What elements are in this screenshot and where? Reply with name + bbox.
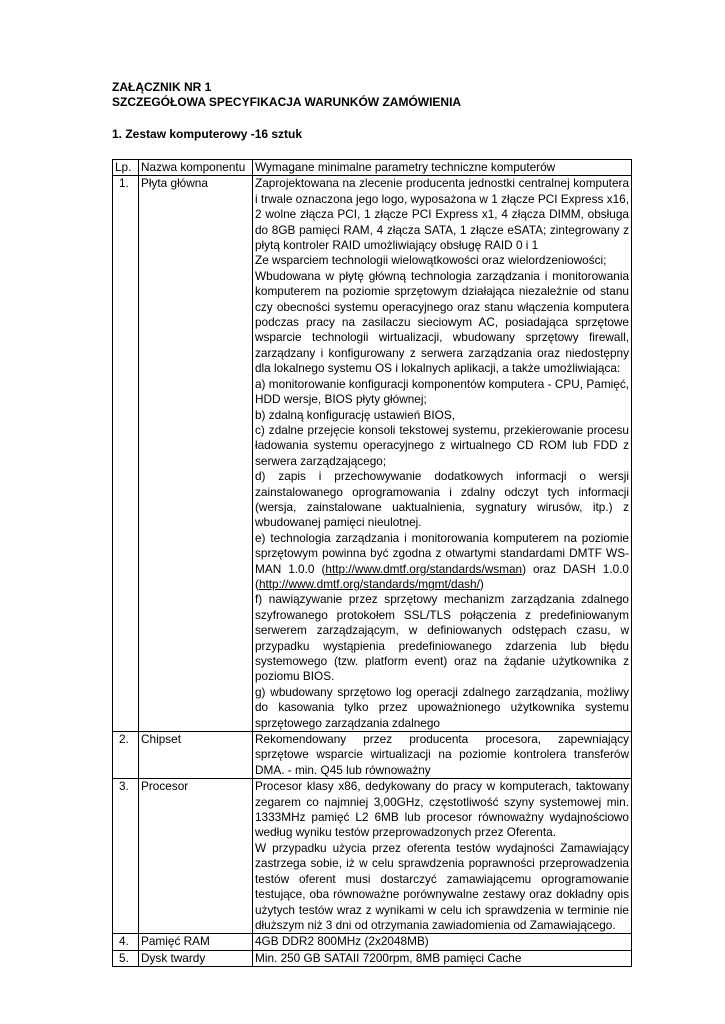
row-number: 3.: [113, 779, 139, 934]
requirement-paragraph: g) wbudowany sprzętowo log operacji zdalnego zarządzania, możliwy do kasowania tylko przez upoważnionego użytkownika systemu sprzętowego zarządzania zdalnego: [255, 684, 629, 730]
header-component-name: Nazwa komponentu: [139, 160, 253, 176]
wsman-link[interactable]: http://www.dmtf.org/standards/wsman: [325, 561, 523, 576]
section-title: 1. Zestaw komputerowy -16 sztuk: [112, 127, 303, 141]
requirement-paragraph: d) zapis i przechowywanie dodatkowych informacji o wersji zainstalowanego oprogramowania i zdalny odczyt tych informacji (wersja, zainstalowane uaktualnienia, sygnatury wirusów, itp.) z wbudowanej pamięci nieulotnej.: [255, 469, 629, 530]
component-name: Płyta główna: [139, 176, 253, 732]
requirement-paragraph-standards: [255, 531, 629, 593]
requirement-paragraph: f) nawiązywanie przez sprzętowy mechanizm zarządzania zdalnego szyfrowanego protokołem SSL/TLS połączenia z predefiniowanym serwerem zarządzającym, w definiowanych odstępach czasu, w przypadku wystąpienia predefiniowanego zdarzenia lub błędu systemowego (tzw. platform event) oraz na żądanie użytkownika z poziomu BIOS.: [255, 592, 629, 684]
requirement-paragraph: Wbudowana w płytę główną technologia zarządzania i monitorowania komputerem na poziomie sprzętowym działająca niezależnie od stanu czy obecności systemu operacyjnego oraz stanu włączenia komputera podczas pracy na zasilaczu sieciowym AC, posiadająca sprzętowe wsparcie technologii wirtualizacji, wbudowany sprzętowy firewall, zarządzany i konfigurowany z serwera zarządzania oraz niedostępny dla lokalnego systemu OS i lokalnych aplikacji, a także umożliwiająca:: [255, 268, 629, 376]
component-name: Pamięć RAM: [139, 934, 253, 950]
requirement-paragraph: a) monitorowanie konfiguracji komponentów komputera - CPU, Pamięć, HDD wersje, BIOS płyty głównej;: [255, 376, 629, 407]
row-number: 1.: [113, 176, 139, 732]
requirement-paragraph: c) zdalne przejęcie konsoli tekstowej systemu, przekierowanie procesu ładowania systemu operacyjnego z wirtualnego CD ROM lub FDD z serwera zarządzającego;: [255, 422, 629, 468]
requirements-cell: [253, 176, 632, 732]
standards-text-middle: ) oraz DASH 1.0.0 (: [255, 561, 629, 591]
requirement-paragraph: b) zdalną konfigurację ustawień BIOS,: [255, 407, 455, 422]
document-page: [112, 80, 632, 967]
table-row: [113, 779, 632, 934]
requirements-cell: [253, 934, 632, 950]
row-number: 2.: [113, 732, 139, 779]
dash-link[interactable]: http://www.dmtf.org/standards/mgmt/dash/: [258, 576, 480, 591]
standards-text-after: ): [479, 576, 484, 591]
header-requirements: Wymagane minimalne parametry techniczne komputerów: [253, 160, 632, 176]
component-name: Chipset: [139, 732, 253, 779]
header-lp: Lp.: [113, 160, 139, 176]
attachment-title: ZAŁĄCZNIK NR 1: [112, 80, 212, 94]
requirement-paragraph: W przypadku użycia przez oferenta testów wydajności Zamawiający zastrzega sobie, iż w celu sprawdzenia poprawności przeprowadzenia testów oferent musi dostarczyć zamawiającemu oprogramowanie testujące, oba równoważne porównywalne zestawy oraz dokładny opis użytych testów wraz z wynikami w celu ich sprawdzenia w terminie nie dłuższym niż 3 dni od otrzymania zawiadomienia od Zamawiającego.: [255, 840, 629, 932]
table-row: [113, 732, 632, 779]
requirements-cell: [253, 779, 632, 934]
row-number: 4.: [113, 934, 139, 950]
requirements-cell: [253, 732, 632, 779]
requirement-paragraph: 4GB DDR2 800MHz (2x2048MB): [255, 934, 429, 949]
requirements-cell: [253, 950, 632, 966]
requirement-paragraph: Zaprojektowana na zlecenie producenta jednostki centralnej komputera i trwale oznaczona jego logo, wyposażona w 1 złącze PCI Express x16, 2 wolne złącza PCI, 1 złącze PCI Express x1, 4 złącza DIMM, obsługa do 8GB pamięci RAM, 4 złącza SATA, 1 złącze eSATA; zintegrowany z płytą kontroler RAID umożliwiający obsługę RAID 0 i 1: [255, 176, 629, 253]
requirement-paragraph: Procesor klasy x86, dedykowany do pracy w komputerach, taktowany zegarem co najmniej 3,00GHz, częstotliwość szyny systemowej min. 1333MHz pamięć L2 6MB lub procesor równoważny wydajnościowo według wyniku testów przeprowadzonych przez Oferenta.: [255, 779, 629, 840]
specification-table: [112, 159, 632, 967]
table-row: [113, 950, 632, 966]
requirement-paragraph: Ze wsparciem technologii wielowątkowości oraz wielordzeniowości;: [255, 253, 607, 268]
table-header-row: [113, 160, 632, 176]
requirement-paragraph: Rekomendowany przez producenta procesora, zapewniający sprzętowe wsparcie wirtualizacji na poziomie kontrolera transferów DMA. - min. Q45 lub równoważny: [255, 732, 629, 777]
component-name: Procesor: [139, 779, 253, 934]
specification-title: SZCZEGÓŁOWA SPECYFIKACJA WARUNKÓW ZAMÓWIENIA: [112, 95, 462, 109]
component-name: Dysk twardy: [139, 950, 253, 966]
standards-text-before: e) technologia zarządzania i monitorowania komputerem na poziomie sprzętowym powinna być zgodna z otwartymi standardami DMTF WS-MAN 1.0.0 (: [255, 530, 629, 576]
requirement-paragraph: Min. 250 GB SATAII 7200rpm, 8MB pamięci Cache: [255, 950, 522, 965]
table-row: [113, 176, 632, 732]
row-number: 5.: [113, 950, 139, 966]
table-row: [113, 934, 632, 950]
